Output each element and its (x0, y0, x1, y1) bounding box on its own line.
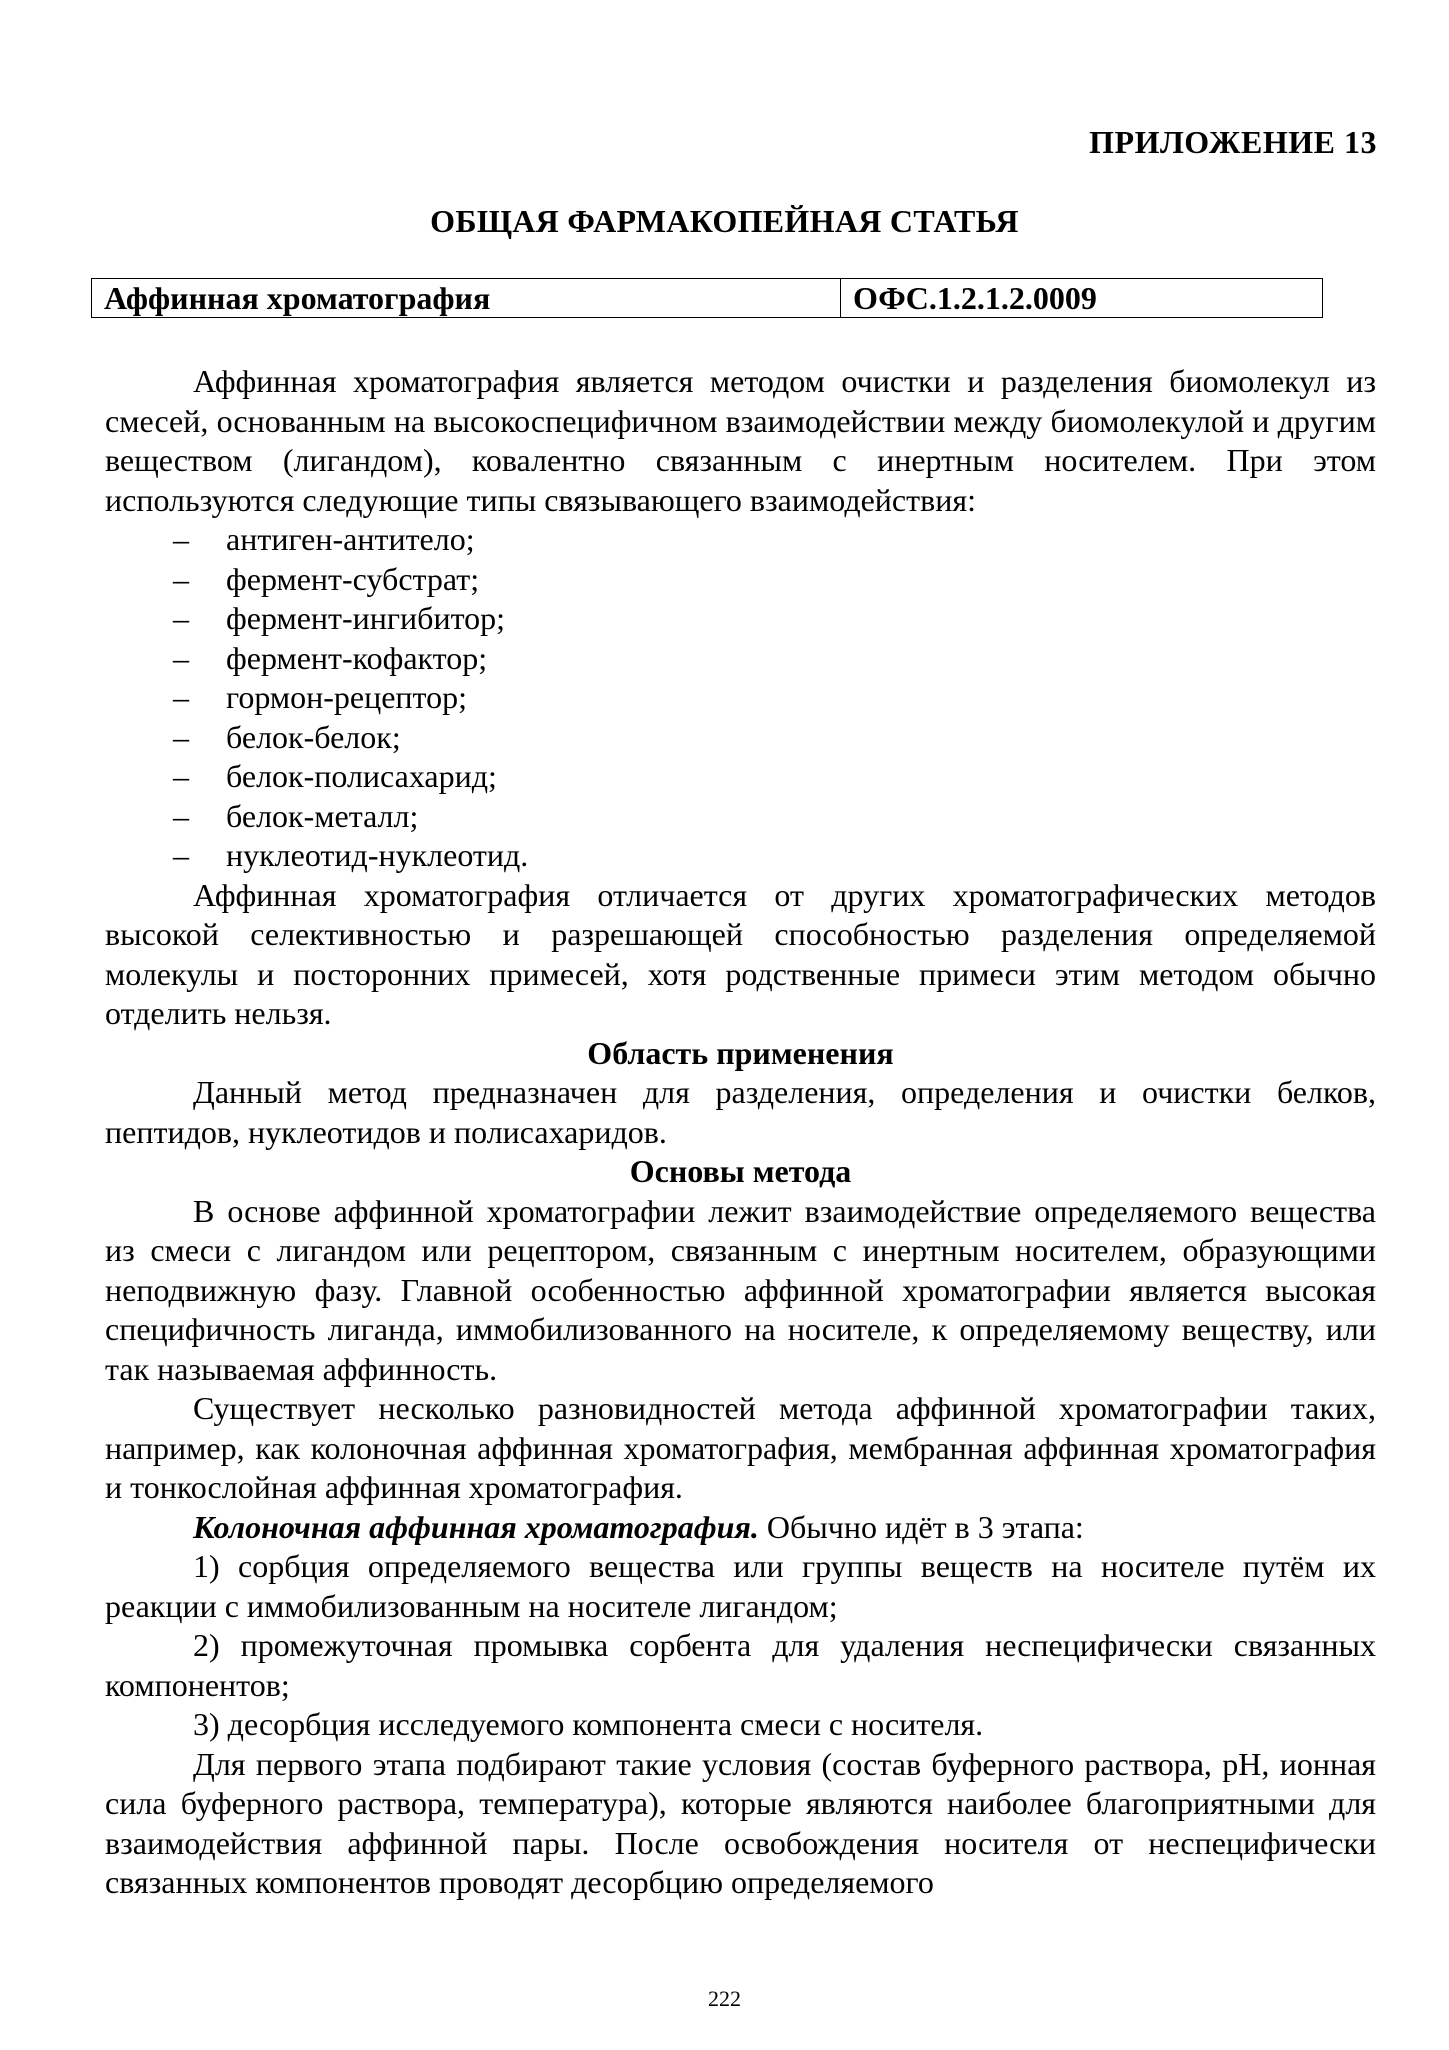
dash-bullet: – (173, 560, 189, 597)
list-item (105, 757, 1376, 797)
basics-paragraph-1: В основе аффинной хроматографии лежит взаимодействие определяемого вещества из смеси с лигандом или рецептором, связанным с инертным носителем, образующими неподвижную фазу. Главной особенностью аффинной хроматографии является высокая специфичность лиганда, иммобилизованного на носителе, к определяемому веществу, или так называемая аффинность. (105, 1192, 1376, 1387)
intro-paragraph: Аффинная хроматография является методом очистки и разделения биомолекул из смесей, основанным на высокоспецифичном взаимодействии между биомолекулой и другим веществом (лигандом), ковалентно связанным с инертным носителем. При этом используются следующие типы связывающего взаимодействия: (105, 363, 1376, 518)
list-item-text: белок-белок; (226, 718, 401, 755)
list-item (105, 797, 1376, 837)
article-code-cell: ОФС.1.2.1.2.0009 (841, 279, 1323, 318)
dash-bullet: – (173, 718, 189, 755)
list-item (105, 836, 1376, 876)
list-item (105, 560, 1376, 600)
dash-bullet: – (173, 837, 189, 873)
dash-bullet: – (173, 600, 189, 636)
list-item (105, 599, 1376, 639)
dash-bullet: – (173, 521, 189, 557)
document-type-title: ОБЩАЯ ФАРМАКОПЕЙНАЯ СТАТЬЯ (430, 203, 1019, 239)
column-chromatography-term: Колоночная аффинная хроматография. (193, 1508, 759, 1545)
list-item (105, 678, 1376, 718)
list-item-text: нуклеотид-нуклеотид. (226, 837, 529, 873)
dash-bullet: – (173, 679, 189, 715)
list-item-text: белок-полисахарид; (226, 758, 497, 794)
scope-heading: Область применения (587, 1034, 894, 1071)
list-item-text: антиген-антитело; (226, 521, 475, 557)
selectivity-paragraph: Аффинная хроматография отличается от других хроматографических методов высокой селективностью и разрешающей способностью разделения определяемой молекулы и посторонних примесей, хотя родственные примеси этим методом обычно отделить нельзя. (105, 876, 1376, 1031)
conditions-paragraph: Для первого этапа подбирают такие условия (состав буферного раствора, pH, ионная сила буферного раствора, температура), которые являются наиболее благоприятными для взаимодействия аффинной пары. После освобождения носителя от неспецифически связанных компонентов проводят десорбцию определяемого (105, 1745, 1376, 1900)
basics-paragraph-2: Существует несколько разновидностей метода аффинной хроматографии таких, например, как колоночная аффинная хроматография, мембранная аффинная хроматография и тонкослойная аффинная хроматография. (105, 1390, 1376, 1505)
list-item (105, 639, 1376, 679)
list-item-text: гормон-рецептор; (226, 679, 467, 715)
interaction-types-list (105, 520, 1376, 876)
list-item-text: фермент-кофактор; (226, 639, 488, 676)
step-item: 1) сорбция определяемого вещества или группы веществ на носителе путём их реакции с иммобилизованным на носителе лигандом; (105, 1548, 1376, 1624)
appendix-label: ПРИЛОЖЕНИЕ 13 (1089, 124, 1377, 160)
column-chromatography-paragraph (105, 1508, 1376, 1548)
article-header-table (91, 278, 1323, 318)
list-item-text: белок-металл; (226, 797, 419, 834)
basics-heading: Основы метода (629, 1153, 852, 1189)
step-item: 2) промежуточная промывка сорбента для удаления неспецифически связанных компонентов; (105, 1627, 1376, 1703)
scope-paragraph: Данный метод предназначен для разделения, определения и очистки белков, пептидов, нуклеотидов и полисахаридов. (105, 1074, 1376, 1150)
dash-bullet: – (173, 797, 189, 834)
column-chromatography-intro: Обычно идёт в 3 этапа: (758, 1508, 1084, 1545)
article-body (105, 362, 1376, 1903)
page-number: 222 (708, 1986, 741, 2011)
article-name-cell: Аффинная хроматография (92, 279, 841, 318)
step-item: 3) десорбция исследуемого компонента смеси с носителя. (193, 1706, 984, 1742)
list-item-text: фермент-субстрат; (226, 560, 480, 597)
list-item (105, 520, 1376, 560)
article-header-row (92, 279, 1323, 318)
dash-bullet: – (173, 639, 189, 676)
dash-bullet: – (173, 758, 189, 794)
list-item (105, 718, 1376, 758)
list-item-text: фермент-ингибитор; (226, 600, 506, 636)
